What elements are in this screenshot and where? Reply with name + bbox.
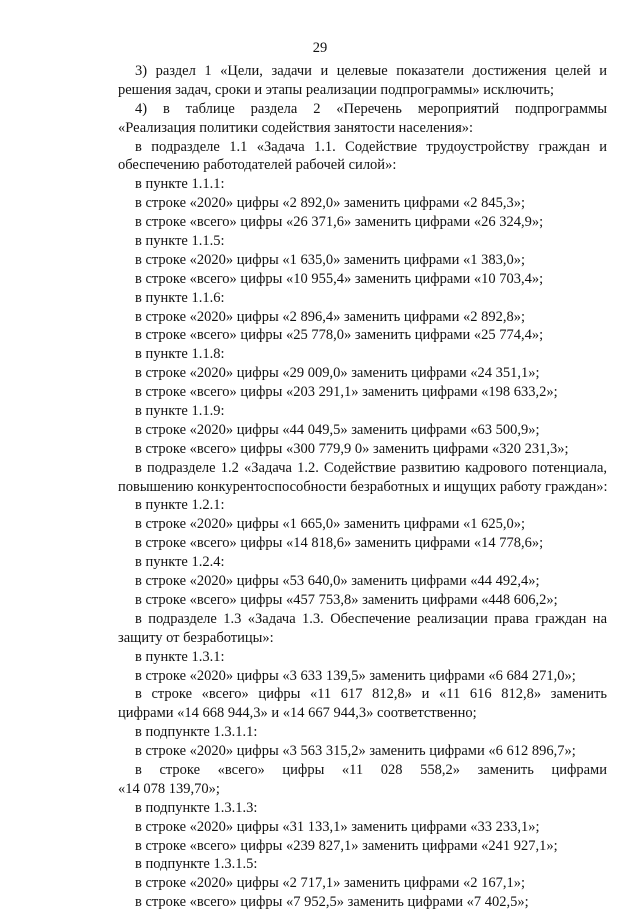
text-line: в строке «2020» цифры «1 665,0» заменить цифрами «1 625,0»;: [135, 516, 526, 533]
text-line: в строке «всего» цифры «239 827,1» заменить цифрами «241 927,1»;: [135, 837, 558, 854]
text-line: в пункте 1.1.1:: [135, 176, 225, 193]
text-line: в пункте 1.1.9:: [135, 403, 225, 420]
text-line: в строке «2020» цифры «44 049,5» заменить цифрами «63 500,9»;: [135, 421, 540, 438]
text-line: в строке «2020» цифры «3 633 139,5» заменить цифрами «6 684 271,0»;: [135, 667, 576, 684]
text-line: в строке «всего» цифры «300 779,9 0» заменить цифрами «320 231,3»;: [135, 440, 569, 457]
text-line: в пункте 1.1.8:: [135, 346, 225, 363]
text-line: 4) в таблице раздела 2 «Перечень мероприятий подпрограммы: [135, 100, 607, 117]
text-line: в пункте 1.1.5:: [135, 233, 225, 250]
page-number: 29: [312, 40, 328, 56]
text-line: в строке «всего» цифры «10 955,4» заменить цифрами «10 703,4»;: [135, 270, 544, 287]
text-line: в строке «2020» цифры «2 717,1» заменить цифрами «2 167,1»;: [135, 875, 526, 892]
text-line: в строке «всего» цифры «11 028 558,2» заменить цифрами: [135, 761, 607, 778]
text-line: решения задач, сроки и этапы реализации подпрограммы» исключить;: [118, 81, 555, 98]
text-line: в строке «2020» цифры «1 635,0» заменить цифрами «1 383,0»;: [135, 251, 526, 268]
text-line: «Реализация политики содействия занятости населения»:: [118, 119, 474, 136]
text-line: в строке «всего» цифры «457 753,8» заменить цифрами «448 606,2»;: [135, 591, 558, 608]
text-line: в строке «2020» цифры «29 009,0» заменить цифрами «24 351,1»;: [135, 365, 540, 382]
text-line: в подпункте 1.3.1.3:: [135, 799, 258, 816]
text-line: обеспечению работодателей рабочей силой»:: [118, 157, 397, 174]
text-line: в строке «2020» цифры «2 892,0» заменить цифрами «2 845,3»;: [135, 195, 526, 212]
text-line: в подпункте 1.3.1.5:: [135, 856, 258, 873]
text-line: защиту от безработицы»:: [118, 629, 274, 646]
text-line: в подпункте 1.3.1.1:: [135, 724, 258, 741]
text-line: в пункте 1.1.6:: [135, 289, 225, 306]
text-line: в строке «всего» цифры «11 617 812,8» и «11 616 812,8» заменить: [135, 686, 607, 703]
document-body: [118, 62, 607, 912]
text-line: в строке «2020» цифры «53 640,0» заменить цифрами «44 492,4»;: [135, 573, 540, 590]
text-line: в строке «всего» цифры «26 371,6» заменить цифрами «26 324,9»;: [135, 214, 544, 231]
text-line: в строке «2020» цифры «3 563 315,2» заменить цифрами «6 612 896,7»;: [135, 743, 576, 760]
text-line: повышению конкурентоспособности безработных и ищущих работу граждан»:: [118, 478, 608, 495]
text-line: в пункте 1.2.1:: [135, 497, 225, 514]
text-line: в подразделе 1.2 «Задача 1.2. Содействие развитию кадрового потенциала,: [135, 459, 607, 476]
text-line: 3) раздел 1 «Цели, задачи и целевые показатели достижения целей и: [135, 63, 607, 79]
text-line: в пункте 1.3.1:: [135, 648, 225, 665]
text-line: в строке «всего» цифры «25 778,0» заменить цифрами «25 774,4»;: [135, 327, 544, 344]
text-line: «14 078 139,70»;: [118, 780, 220, 797]
text-line: в строке «всего» цифры «203 291,1» заменить цифрами «198 633,2»;: [135, 384, 558, 401]
text-line: в пункте 1.2.4:: [135, 554, 225, 571]
text-line: в строке «всего» цифры «14 818,6» заменить цифрами «14 778,6»;: [135, 535, 544, 552]
text-line: цифрами «14 668 944,3» и «14 667 944,3» соответственно;: [118, 705, 477, 722]
text-line: в строке «2020» цифры «2 896,4» заменить цифрами «2 892,8»;: [135, 308, 526, 325]
text-line: в подразделе 1.1 «Задача 1.1. Содействие трудоустройству граждан и: [135, 138, 607, 155]
text-line: в строке «2020» цифры «31 133,1» заменить цифрами «33 233,1»;: [135, 818, 540, 835]
text-line: в строке «всего» цифры «7 952,5» заменить цифрами «7 402,5»;: [135, 894, 529, 911]
text-line: в подразделе 1.3 «Задача 1.3. Обеспечение реализации права граждан на: [135, 610, 607, 627]
